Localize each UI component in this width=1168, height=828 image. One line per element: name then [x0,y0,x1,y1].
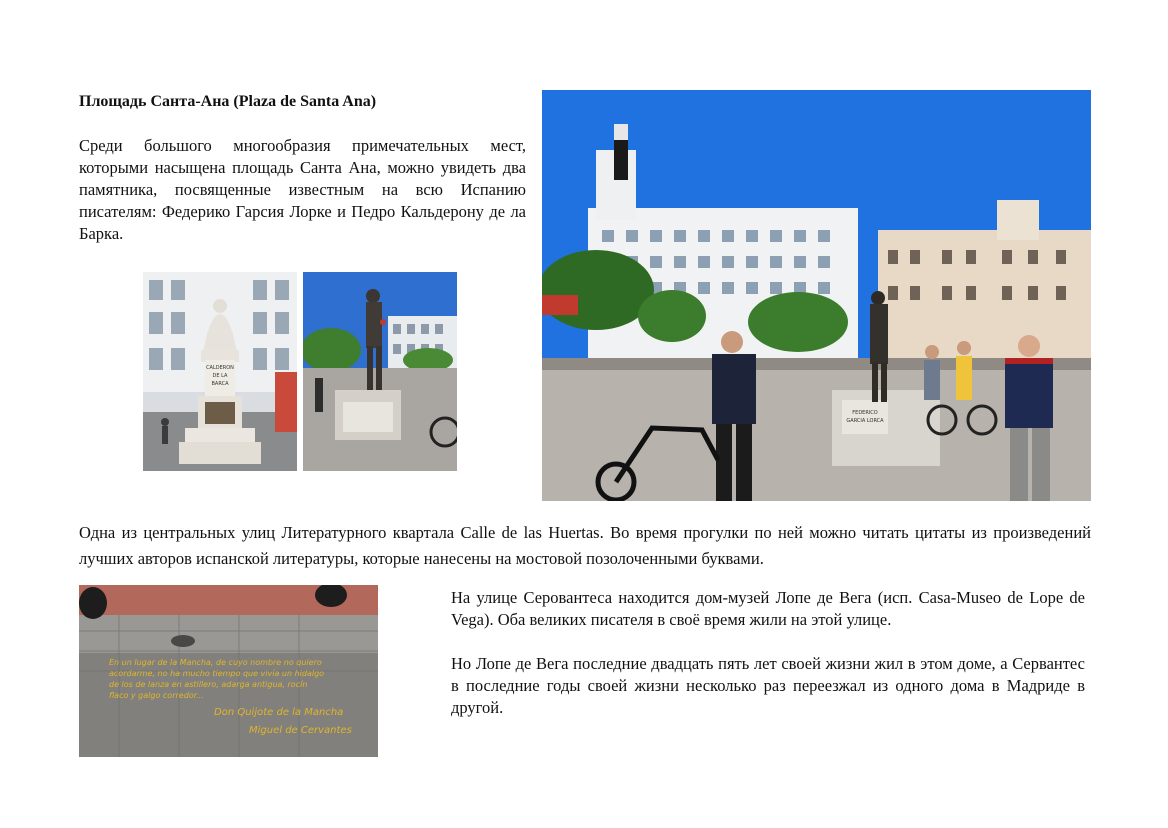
quote-line: flaco y galgo corredor... [109,691,204,700]
plaza-plaque-line: FEDERICO [852,410,878,416]
page-title: Площадь Санта-Ана (Plaza de Santa Ana) [79,93,377,110]
cervantes-street-paragraph: На улице Серовантеса находится дом-музей Лопе де Вега (исп. Casa-Museo de Lope de Vega). Оба великих писателя в своё время жили на этой улице. [451,588,1085,629]
quote-author: Miguel de Cervantes [249,725,352,736]
calderon-plaque-line: DE LA [212,373,228,379]
quote-title: Don Quijote de la Mancha [214,707,344,718]
calderon-monument-photo [143,272,297,471]
lorca-statue-photo [303,272,457,471]
plaza-plaque-line: GARCIA LORCA [846,418,884,424]
calderon-plaque-line: CALDERON [206,365,234,371]
quote-line: de los de lanza en astillero, adarga antigua, rocín [109,680,308,689]
quote-line: acordarme, no ha mucho tiempo que vivía un hidalgo [109,669,325,678]
huertas-street-quote-photo [79,585,378,757]
intro-paragraph: Среди большого многообразия примечательных мест, которыми насыщена площадь Санта Ана, можно увидеть два памятника, посвященные известным на всю Испанию писателям: Федерико Гарсия Лорке и Педро Кальдерону де ла Барка. [79,136,526,243]
huertas-paragraph: Одна из центральных улиц Литературного квартала Calle de las Huertas. Во время прогулки по ней можно читать цитаты из произведений лучших авторов испанской литературы, которые нанесены на мостовой позолоченными буквами. [79,523,1091,568]
quote-line: En un lugar de la Mancha, de cuyo nombre no quiero [109,658,322,667]
lope-de-vega-paragraph: Но Лопе де Вега последние двадцать пять лет своей жизни жил в этом доме, а Сервантес в последние годы своей жизни несколько раз переезжал из одного дома в Мадриде в другой. [451,654,1085,717]
plaza-santa-ana-photo [542,90,1091,501]
calderon-plaque-line: BARCA [211,381,229,387]
